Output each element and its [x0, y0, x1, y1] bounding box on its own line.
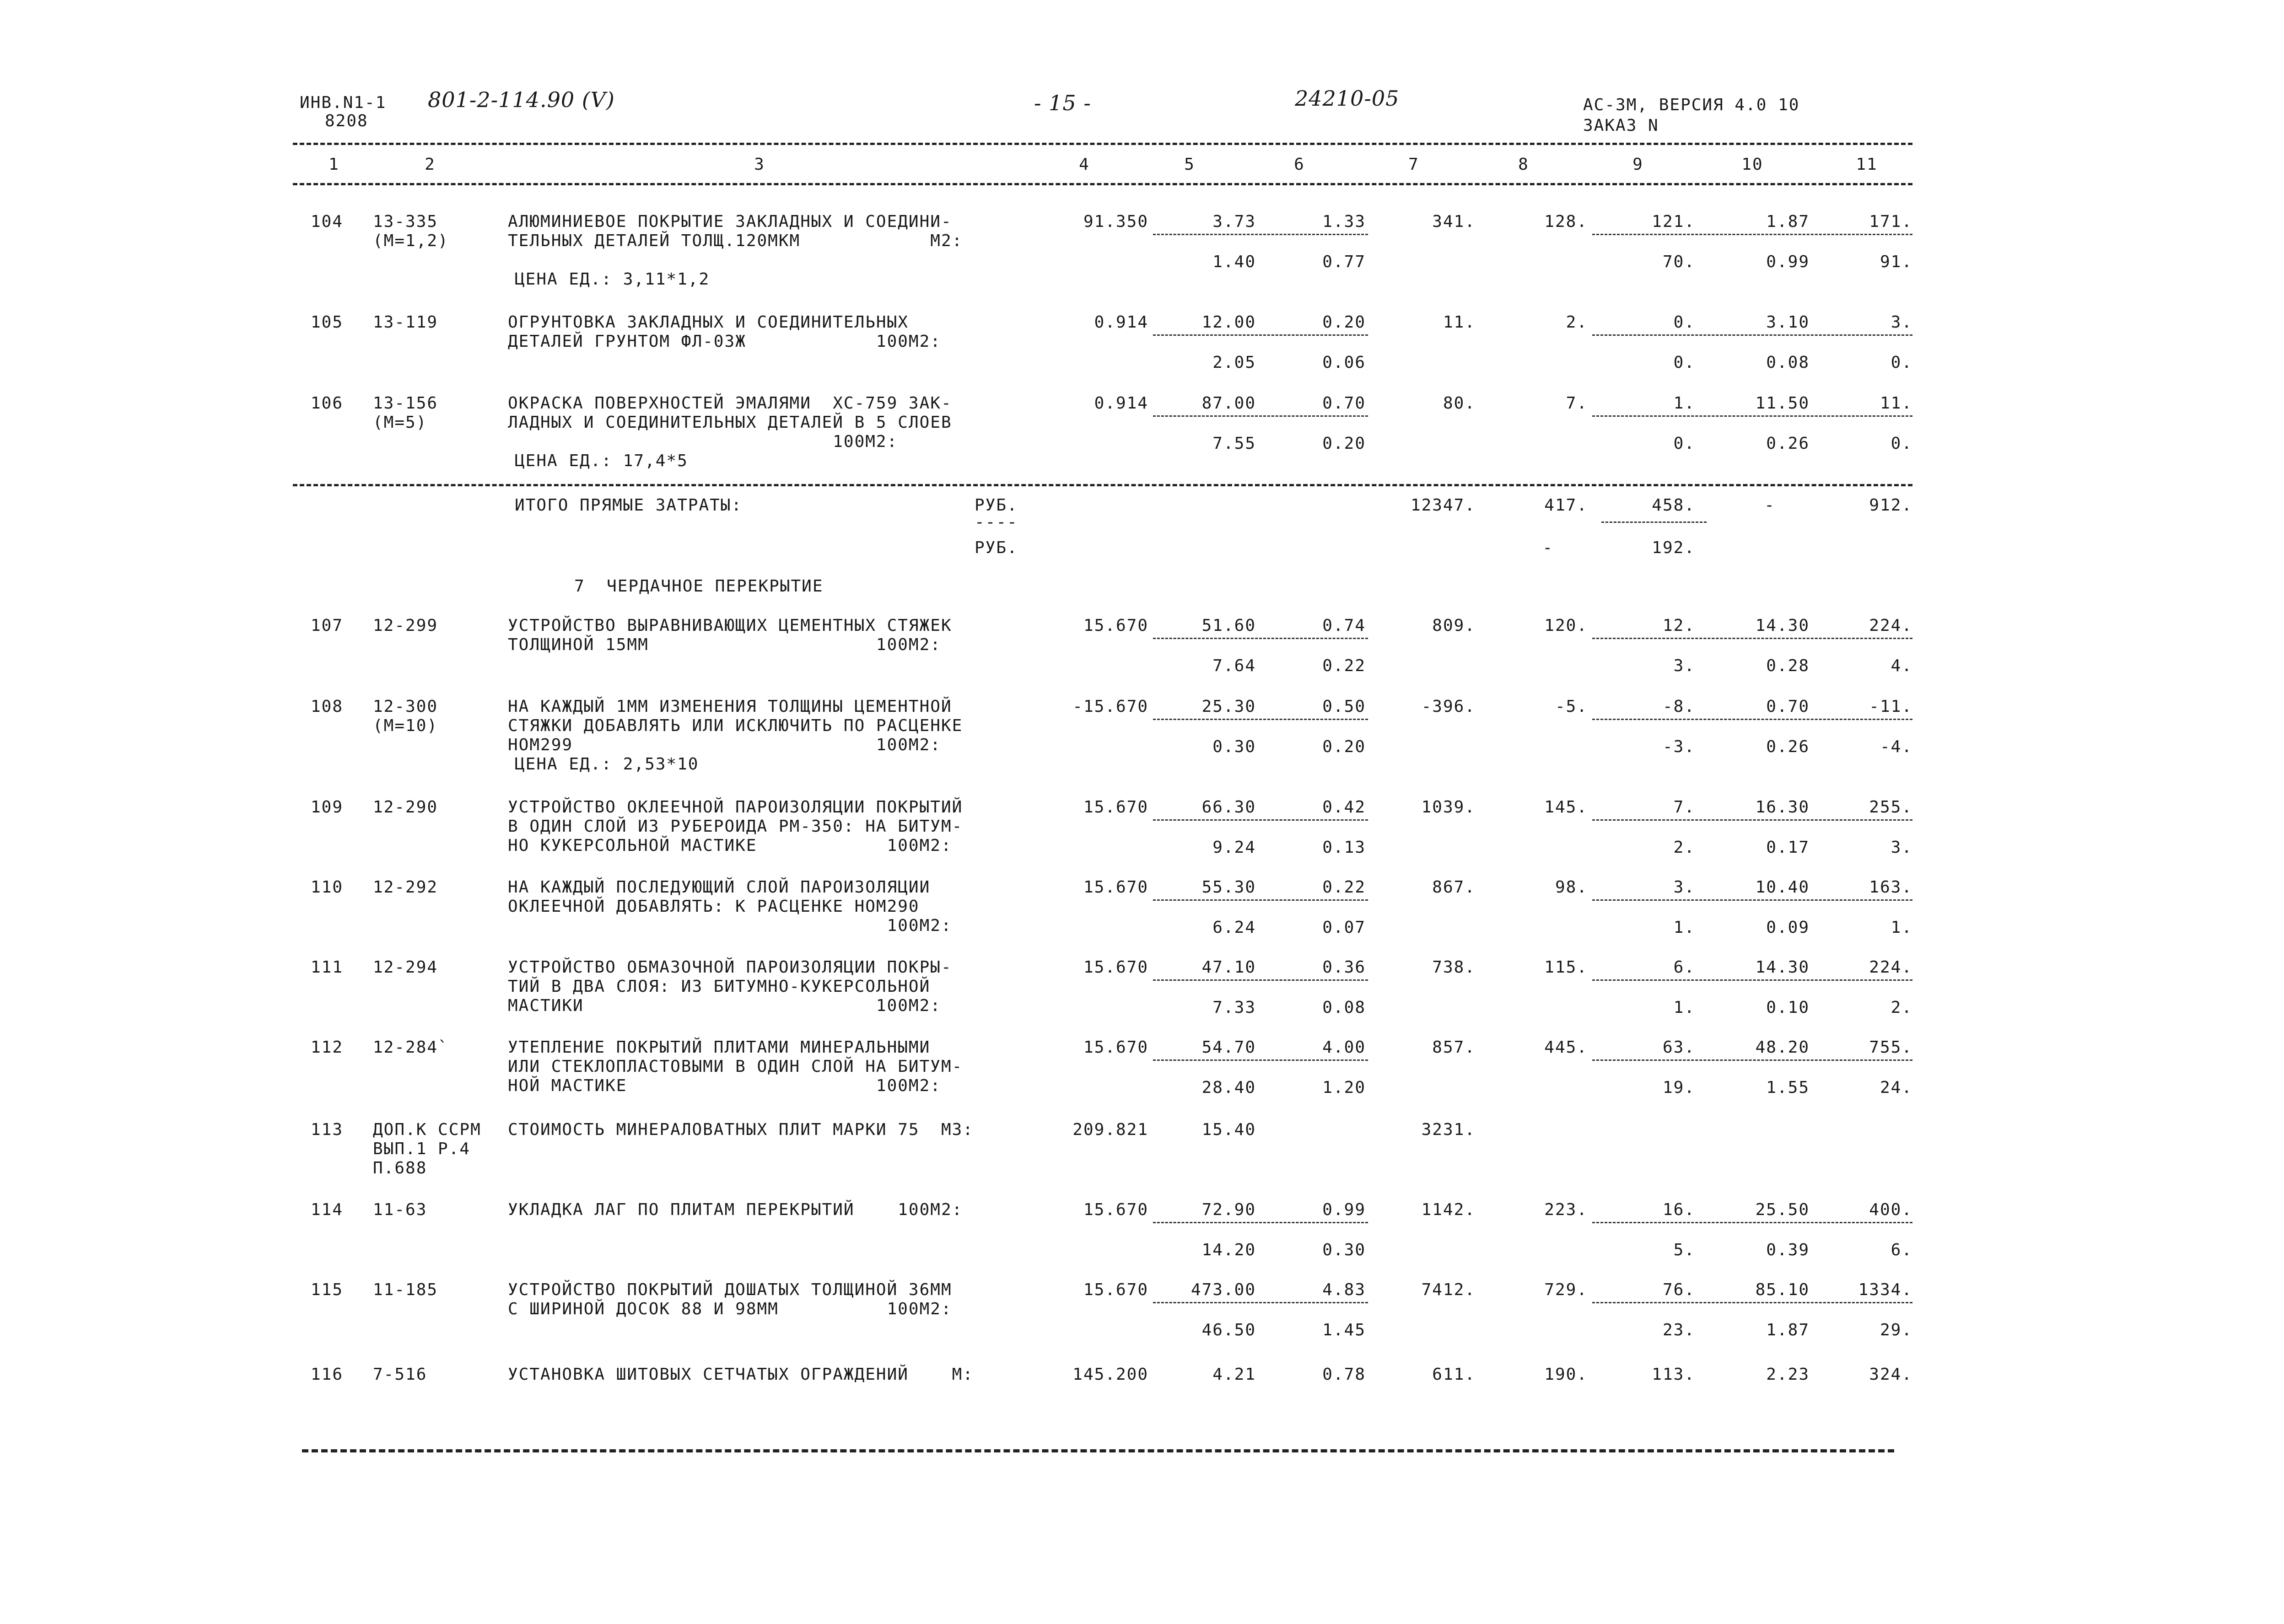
cost-c6: 0.70	[1322, 394, 1366, 413]
cost-c8: -5.	[1555, 697, 1588, 716]
rate-code: 12-300	[373, 697, 438, 716]
page-number: - 15 -	[1034, 91, 1091, 115]
work-description-line: ОКРАСКА ПОВЕРХНОСТЕЙ ЭМАЛЯМИ ХС-759 ЗАК-	[508, 394, 952, 413]
quantity: -15.670	[1072, 697, 1148, 716]
cost-c7: 738.	[1432, 958, 1476, 977]
order-label: ЗАКАЗ N	[1583, 116, 1659, 135]
subtotal-rule	[1592, 819, 1912, 821]
rate-code: 12-284`	[373, 1038, 449, 1057]
cost-c5: 15.40	[1201, 1120, 1256, 1139]
project-number: 801-2-114.90 (V)	[428, 87, 615, 112]
work-description-line: ОГРУНТОВКА ЗАКЛАДНЫХ И СОЕДИНИТЕЛЬНЫХ	[508, 313, 909, 332]
cost-c5b: 9.24	[1212, 838, 1256, 857]
work-description-line: МАСТИКИ 100М2:	[508, 996, 941, 1015]
cost-c10: 1.87	[1766, 212, 1810, 231]
cost-c8: 115.	[1544, 958, 1588, 977]
work-description-line: ТЕЛЬНЫХ ДЕТАЛЕЙ ТОЛЩ.120МКМ М2:	[508, 231, 963, 250]
cost-c6b: 0.06	[1322, 353, 1366, 372]
work-description-line: ДЕТАЛЕЙ ГРУНТОМ ФЛ-03Ж 100М2:	[508, 332, 941, 351]
cost-c8: 98.	[1555, 878, 1588, 897]
cost-c9: 16.	[1662, 1200, 1695, 1219]
row-number: 109	[310, 798, 343, 817]
work-description-line: НА КАЖДЫЙ 1ММ ИЗМЕНЕНИЯ ТОЛЩИНЫ ЦЕМЕНТНОЙ	[508, 697, 952, 716]
cost-c5: 72.90	[1201, 1200, 1256, 1219]
work-description-line: ЛАДНЫХ И СОЕДИНИТЕЛЬНЫХ ДЕТАЛЕЙ В 5 СЛОЕВ	[508, 413, 952, 432]
cost-c11b: 4.	[1891, 656, 1912, 675]
row-number: 110	[310, 878, 343, 897]
row-number: 106	[310, 394, 343, 413]
rate-code-modifier: (М=5)	[373, 413, 427, 432]
cost-c5b: 7.33	[1212, 998, 1256, 1017]
cost-c9: 3.	[1673, 878, 1695, 897]
quantity: 15.670	[1083, 1280, 1148, 1299]
total-unit: РУБ.	[975, 496, 1018, 515]
quantity: 15.670	[1083, 958, 1148, 977]
cost-c6b: 1.45	[1322, 1321, 1366, 1339]
cost-c11b: 24.	[1880, 1078, 1912, 1097]
cost-c11: 3.	[1891, 313, 1912, 332]
quantity: 15.670	[1083, 1038, 1148, 1057]
cost-c6: 4.83	[1322, 1280, 1366, 1299]
inventory-number: 8208	[325, 112, 368, 130]
unit-price-note: ЦЕНА ЕД.: 17,4*5	[515, 452, 688, 470]
cost-c9: 121.	[1652, 212, 1695, 231]
work-description-line: СТЯЖКИ ДОБАВЛЯТЬ ИЛИ ИСКЛЮЧИТЬ ПО РАСЦЕНКЕ	[508, 716, 963, 735]
inventory-label: ИНВ.N1-1	[300, 93, 387, 112]
cost-c6b: 0.07	[1322, 918, 1366, 937]
unit-price-note: ЦЕНА ЕД.: 3,11*1,2	[515, 270, 710, 289]
cost-c5b: 46.50	[1201, 1321, 1256, 1339]
cost-c5: 87.00	[1201, 394, 1256, 413]
rate-code: 12-292	[373, 878, 438, 897]
cost-c10b: 1.55	[1766, 1078, 1810, 1097]
cost-c6b: 0.22	[1322, 656, 1366, 675]
cost-c5: 12.00	[1201, 313, 1256, 332]
total-label: ИТОГО ПРЯМЫЕ ЗАТРАТЫ:	[515, 496, 743, 515]
quantity: 0.914	[1094, 394, 1148, 413]
cost-c5b: 7.64	[1212, 656, 1256, 675]
cost-c7: 857.	[1432, 1038, 1476, 1057]
quantity: 15.670	[1083, 1200, 1148, 1219]
work-description-line: ИЛИ СТЕКЛОПЛАСТОВЫМИ В ОДИН СЛОЙ НА БИТУМ-	[508, 1057, 963, 1076]
total-c7: 12347.	[1410, 496, 1476, 515]
row-number: 108	[310, 697, 343, 716]
cost-c10b: 0.28	[1766, 656, 1810, 675]
total-c10: -	[1764, 496, 1775, 515]
cost-c8: 190.	[1544, 1365, 1588, 1384]
cost-c6b: 0.08	[1322, 998, 1366, 1017]
cost-c11: 171.	[1869, 212, 1912, 231]
cost-c10: 14.30	[1755, 958, 1810, 977]
cost-c9: 76.	[1662, 1280, 1695, 1299]
cost-c9b: 23.	[1662, 1321, 1695, 1339]
column-header-3: 3	[754, 155, 765, 174]
column-header-4: 4	[1079, 155, 1090, 174]
cost-c10: 85.10	[1755, 1280, 1810, 1299]
subtotal-rule	[1592, 334, 1912, 336]
cost-c10b: 0.17	[1766, 838, 1810, 857]
cost-c7: 611.	[1432, 1365, 1476, 1384]
page-end-rule	[302, 1449, 1894, 1452]
row-number: 114	[310, 1200, 343, 1219]
work-description-line: НОМ299 100М2:	[508, 736, 941, 754]
subtotal-rule	[1153, 1302, 1368, 1303]
cost-c11: 400.	[1869, 1200, 1912, 1219]
cost-c10: 3.10	[1766, 313, 1810, 332]
cost-c9b: -3.	[1662, 737, 1695, 756]
cost-c11: 163.	[1869, 878, 1912, 897]
cost-c9b: 0.	[1673, 353, 1695, 372]
subtotal-rule	[1592, 415, 1912, 417]
cost-c7: 1142.	[1421, 1200, 1476, 1219]
column-header-5: 5	[1184, 155, 1195, 174]
row-number: 113	[310, 1120, 343, 1139]
rate-code: 11-63	[373, 1200, 427, 1219]
cost-c7: 809.	[1432, 616, 1476, 635]
cost-c5b: 2.05	[1212, 353, 1256, 372]
quantity: 0.914	[1094, 313, 1148, 332]
cost-c11b: 3.	[1891, 838, 1912, 857]
cost-c11b: 29.	[1880, 1321, 1912, 1339]
subtotal-rule	[1153, 334, 1368, 336]
rate-code: 7-516	[373, 1365, 427, 1384]
rate-code: 12-299	[373, 616, 438, 635]
cost-c6b: 1.20	[1322, 1078, 1366, 1097]
work-description-line: ОКЛЕЕЧНОЙ ДОБАВЛЯТЬ: К РАСЦЕНКЕ НОМ290	[508, 897, 920, 916]
cost-c10: 11.50	[1755, 394, 1810, 413]
cost-c6b: 0.20	[1322, 737, 1366, 756]
column-header-7: 7	[1408, 155, 1419, 174]
total-rule	[293, 484, 1912, 486]
cost-c8: 223.	[1544, 1200, 1588, 1219]
rate-code: 13-119	[373, 313, 438, 332]
cost-c5b: 28.40	[1201, 1078, 1256, 1097]
column-header-11: 11	[1856, 155, 1878, 174]
total-c8: 417.	[1544, 496, 1588, 515]
cost-c9b: 0.	[1673, 434, 1695, 453]
cost-c5: 473.00	[1190, 1280, 1256, 1299]
cost-c5: 47.10	[1201, 958, 1256, 977]
rate-code: ДОП.К ССРМ	[373, 1120, 481, 1139]
quantity: 209.821	[1072, 1120, 1148, 1139]
total-unit: РУБ.	[975, 538, 1018, 557]
cost-c5b: 14.20	[1201, 1241, 1256, 1259]
subtotal-rule	[1592, 234, 1912, 235]
cost-c6b: 0.30	[1322, 1241, 1366, 1259]
cost-c10: 14.30	[1755, 616, 1810, 635]
total-c8b: -	[1542, 538, 1553, 557]
cost-c9: 6.	[1673, 958, 1695, 977]
row-number: 104	[310, 212, 343, 231]
work-description-line: ТОЛЩИНОЙ 15ММ 100М2:	[508, 635, 941, 654]
column-header-2: 2	[425, 155, 436, 174]
cost-c10b: 0.26	[1766, 434, 1810, 453]
cost-c7: 867.	[1432, 878, 1476, 897]
subtotal-rule	[1592, 1302, 1912, 1303]
subtotal-rule	[1153, 899, 1368, 901]
rate-code: 13-156	[373, 394, 438, 413]
total-c11: 912.	[1869, 496, 1912, 515]
rate-code-modifier: (М=10)	[373, 716, 438, 735]
cost-c10: 48.20	[1755, 1038, 1810, 1057]
rate-code: 12-290	[373, 798, 438, 817]
cost-c10b: 0.10	[1766, 998, 1810, 1017]
work-description-line: УСТАНОВКА ШИТОВЫХ СЕТЧАТЫХ ОГРАЖДЕНИЙ М:	[508, 1365, 974, 1384]
work-description-line: УСТРОЙСТВО ОБМАЗОЧНОЙ ПАРОИЗОЛЯЦИИ ПОКРЫ-	[508, 958, 952, 977]
cost-c9b: 70.	[1662, 253, 1695, 271]
cost-c9b: 1.	[1673, 998, 1695, 1017]
work-description-line: 100М2:	[508, 432, 898, 451]
cost-c5: 3.73	[1212, 212, 1256, 231]
quantity: 145.200	[1072, 1365, 1148, 1384]
row-number: 112	[310, 1038, 343, 1057]
cost-c10: 10.40	[1755, 878, 1810, 897]
cost-c6: 0.50	[1322, 697, 1366, 716]
header-rule	[293, 143, 1912, 145]
cost-c10b: 0.26	[1766, 737, 1810, 756]
subtotal-rule	[1153, 719, 1368, 720]
rate-code: 11-185	[373, 1280, 438, 1299]
work-description-line: НО КУКЕРСОЛЬНОЙ МАСТИКЕ 100М2:	[508, 836, 952, 855]
cost-c5b: 7.55	[1212, 434, 1256, 453]
cost-c10b: 0.39	[1766, 1241, 1810, 1259]
cost-c11: 224.	[1869, 616, 1912, 635]
cost-c8: 120.	[1544, 616, 1588, 635]
program-version: АС-3М, ВЕРСИЯ 4.0 10	[1583, 96, 1800, 114]
cost-c9: 113.	[1652, 1365, 1695, 1384]
cost-c10b: 0.08	[1766, 353, 1810, 372]
cost-c5: 54.70	[1201, 1038, 1256, 1057]
cost-c9b: 5.	[1673, 1241, 1695, 1259]
row-number: 107	[310, 616, 343, 635]
cost-c11b: -4.	[1880, 737, 1912, 756]
quantity: 91.350	[1083, 212, 1148, 231]
cost-c5b: 1.40	[1212, 253, 1256, 271]
cost-c11: -11.	[1869, 697, 1912, 716]
cost-c5: 51.60	[1201, 616, 1256, 635]
column-header-10: 10	[1741, 155, 1763, 174]
cost-c6: 0.78	[1322, 1365, 1366, 1384]
subtotal-rule	[1592, 1059, 1912, 1061]
work-description-line: ТИЙ В ДВА СЛОЯ: ИЗ БИТУМНО-КУКЕРСОЛЬНОЙ	[508, 977, 931, 996]
rate-code-item: П.688	[373, 1159, 427, 1178]
rate-code: 12-294	[373, 958, 438, 977]
work-description-line: С ШИРИНОЙ ДОСОК 88 И 98ММ 100М2:	[508, 1300, 952, 1318]
cost-c8: 128.	[1544, 212, 1588, 231]
work-description-line: УСТРОЙСТВО ВЫРАВНИВАЮЩИХ ЦЕМЕНТНЫХ СТЯЖЕК	[508, 616, 952, 635]
work-description-line: УСТРОЙСТВО ПОКРЫТИЙ ДОШАТЫХ ТОЛЩИНОЙ 36ММ	[508, 1280, 952, 1299]
total-unit-separator: ----	[975, 513, 1018, 532]
rate-code-modifier: ВЫП.1 Р.4	[373, 1140, 471, 1158]
row-number: 116	[310, 1365, 343, 1384]
quantity: 15.670	[1083, 798, 1148, 817]
work-description-line: УКЛАДКА ЛАГ ПО ПЛИТАМ ПЕРЕКРЫТИЙ 100М2:	[508, 1200, 963, 1219]
work-description-line: НА КАЖДЫЙ ПОСЛЕДУЮЩИЙ СЛОЙ ПАРОИЗОЛЯЦИИ	[508, 878, 931, 897]
subtotal-rule	[1153, 819, 1368, 821]
cost-c6: 0.22	[1322, 878, 1366, 897]
cost-c11b: 6.	[1891, 1241, 1912, 1259]
cost-c11: 1334.	[1858, 1280, 1912, 1299]
cost-c6: 0.74	[1322, 616, 1366, 635]
cost-c10: 0.70	[1766, 697, 1810, 716]
cost-c5: 25.30	[1201, 697, 1256, 716]
cost-c8: 145.	[1544, 798, 1588, 817]
cost-c6: 1.33	[1322, 212, 1366, 231]
cost-c11: 255.	[1869, 798, 1912, 817]
cost-c10b: 0.99	[1766, 253, 1810, 271]
cost-c9: -8.	[1662, 697, 1695, 716]
cost-c7: 3231.	[1421, 1120, 1476, 1139]
cost-c6: 4.00	[1322, 1038, 1366, 1057]
quantity: 15.670	[1083, 616, 1148, 635]
column-header-9: 9	[1632, 155, 1643, 174]
cost-c7: -396.	[1421, 697, 1476, 716]
cost-c7: 11.	[1443, 313, 1476, 332]
row-number: 105	[310, 313, 343, 332]
section-title: 7 ЧЕРДАЧНОЕ ПЕРЕКРЫТИЕ	[574, 577, 824, 596]
cost-c7: 80.	[1443, 394, 1476, 413]
cost-c9b: 1.	[1673, 918, 1695, 937]
column-header-1: 1	[329, 155, 339, 174]
unit-price-note: ЦЕНА ЕД.: 2,53*10	[515, 755, 699, 774]
subtotal-rule	[1153, 638, 1368, 639]
cost-c11: 11.	[1880, 394, 1912, 413]
cost-c11b: 1.	[1891, 918, 1912, 937]
cost-c11b: 0.	[1891, 434, 1912, 453]
cost-c8: 2.	[1566, 313, 1588, 332]
cost-c11: 224.	[1869, 958, 1912, 977]
subtotal-rule	[1153, 979, 1368, 981]
quantity: 15.670	[1083, 878, 1148, 897]
work-description-line: СТОИМОСТЬ МИНЕРАЛОВАТНЫХ ПЛИТ МАРКИ 75 М3:	[508, 1120, 974, 1139]
cost-c5: 55.30	[1201, 878, 1256, 897]
subtotal-rule	[1153, 1222, 1368, 1223]
cost-c10: 16.30	[1755, 798, 1810, 817]
subtotal-rule	[1592, 1222, 1912, 1223]
cost-c9: 63.	[1662, 1038, 1695, 1057]
cost-c8: 7.	[1566, 394, 1588, 413]
cost-c11: 755.	[1869, 1038, 1912, 1057]
cost-c6b: 0.20	[1322, 434, 1366, 453]
cost-c6b: 0.77	[1322, 253, 1366, 271]
cost-c9b: 2.	[1673, 838, 1695, 857]
cost-c11b: 91.	[1880, 253, 1912, 271]
cost-c10b: 1.87	[1766, 1321, 1810, 1339]
cost-c5: 4.21	[1212, 1365, 1256, 1384]
work-description-line: УСТРОЙСТВО ОКЛЕЕЧНОЙ ПАРОИЗОЛЯЦИИ ПОКРЫТИЙ	[508, 798, 963, 817]
subtotal-rule	[1592, 979, 1912, 981]
cost-c5b: 0.30	[1212, 737, 1256, 756]
row-number: 115	[310, 1280, 343, 1299]
work-description-line: АЛЮМИНИЕВОЕ ПОКРЫТИЕ ЗАКЛАДНЫХ И СОЕДИНИ-	[508, 212, 952, 231]
cost-c6b: 0.13	[1322, 838, 1366, 857]
cost-c9: 7.	[1673, 798, 1695, 817]
cost-c6: 0.42	[1322, 798, 1366, 817]
total-c9b: 192.	[1652, 538, 1695, 557]
cost-c10b: 0.09	[1766, 918, 1810, 937]
work-description-line: УТЕПЛЕНИЕ ПОКРЫТИЙ ПЛИТАМИ МИНЕРАЛЬНЫМИ	[508, 1038, 931, 1057]
cost-c8: 445.	[1544, 1038, 1588, 1057]
cost-c5b: 6.24	[1212, 918, 1256, 937]
total-subrule	[1601, 522, 1707, 523]
cost-c9: 0.	[1673, 313, 1695, 332]
cost-c7: 341.	[1432, 212, 1476, 231]
column-header-8: 8	[1518, 155, 1529, 174]
cost-c6: 0.20	[1322, 313, 1366, 332]
cost-c5: 66.30	[1201, 798, 1256, 817]
cost-c9b: 3.	[1673, 656, 1695, 675]
total-c9: 458.	[1652, 496, 1695, 515]
row-number: 111	[310, 958, 343, 977]
subtotal-rule	[1592, 899, 1912, 901]
column-header-rule	[293, 183, 1912, 185]
cost-c9: 1.	[1673, 394, 1695, 413]
work-description-line: НОЙ МАСТИКЕ 100М2:	[508, 1076, 941, 1095]
cost-c6: 0.99	[1322, 1200, 1366, 1219]
work-description-line: 100М2:	[508, 916, 952, 935]
work-description-line: В ОДИН СЛОЙ ИЗ РУБЕРОИДА РМ-350: НА БИТУМ-	[508, 817, 963, 836]
cost-c11b: 2.	[1891, 998, 1912, 1017]
cost-c9b: 19.	[1662, 1078, 1695, 1097]
subtotal-rule	[1153, 1059, 1368, 1061]
column-header-6: 6	[1294, 155, 1305, 174]
cost-c8: 729.	[1544, 1280, 1588, 1299]
cost-c10: 2.23	[1766, 1365, 1810, 1384]
subtotal-rule	[1592, 719, 1912, 720]
cost-c7: 7412.	[1421, 1280, 1476, 1299]
cost-c10: 25.50	[1755, 1200, 1810, 1219]
subtotal-rule	[1592, 638, 1912, 639]
cost-c11: 324.	[1869, 1365, 1912, 1384]
cost-c9: 12.	[1662, 616, 1695, 635]
cost-c11b: 0.	[1891, 353, 1912, 372]
cost-c7: 1039.	[1421, 798, 1476, 817]
document-code: 24210-05	[1295, 86, 1400, 111]
cost-c6: 0.36	[1322, 958, 1366, 977]
rate-code: 13-335	[373, 212, 438, 231]
subtotal-rule	[1153, 415, 1368, 417]
rate-code-modifier: (М=1,2)	[373, 231, 449, 250]
subtotal-rule	[1153, 234, 1368, 235]
